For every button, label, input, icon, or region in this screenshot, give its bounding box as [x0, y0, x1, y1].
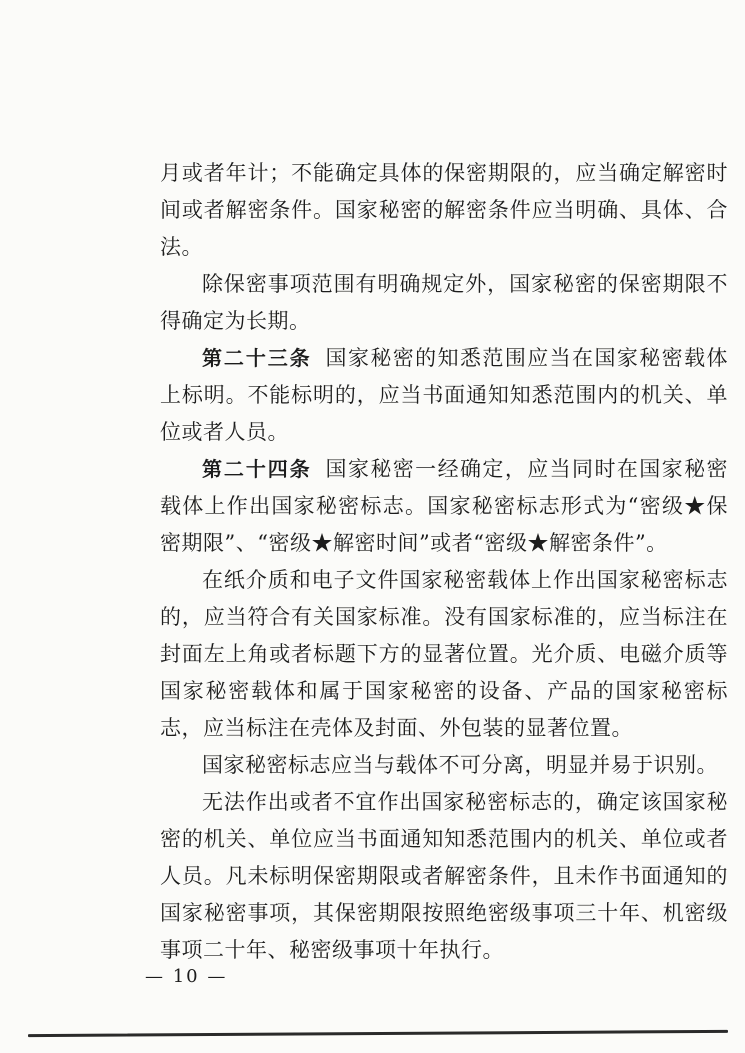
text-line: 密期限”、“密级★解密时间”或者“密级★解密条件”。: [160, 531, 668, 555]
text-line: 的，应当符合有关国家标准。没有国家标准的，应当标注在: [160, 605, 728, 629]
text-line: 载体上作出国家秘密标志。国家秘密标志形式为“密级★保: [160, 494, 728, 518]
text-line: 间或者解密条件。国家秘密的解密条件应当明确、具体、合: [160, 198, 728, 222]
text-line: 志，应当标注在壳体及封面、外包装的显著位置。: [160, 716, 633, 740]
text-line: 国家秘密载体和属于国家秘密的设备、产品的国家秘密标: [160, 679, 728, 703]
article-24-label: 第二十四条: [202, 457, 312, 481]
article-24-first-line: [160, 451, 728, 488]
text-line: 事项二十年、秘密级事项十年执行。: [160, 938, 504, 962]
text-line: 位或者人员。: [160, 420, 289, 444]
text-line: 国家秘密事项，其保密期限按照绝密级事项三十年、机密级: [160, 901, 728, 925]
text-line: 国家秘密一经确定，应当同时在国家秘密: [325, 457, 728, 481]
text-line: 在纸介质和电子文件国家秘密载体上作出国家秘密标志: [202, 568, 728, 592]
bottom-rule: [28, 1030, 728, 1037]
text-line: 封面左上角或者标题下方的显著位置。光介质、电磁介质等: [160, 642, 728, 666]
article-23-first-line: [160, 340, 728, 377]
text-line: 法。: [160, 235, 203, 259]
text-line: 月或者年计；不能确定具体的保密期限的，应当确定解密时: [160, 161, 728, 185]
text-line: 国家秘密的知悉范围应当在国家秘密载体: [325, 346, 728, 370]
text-line: 国家秘密标志应当与载体不可分离，明显并易于识别。: [202, 753, 718, 777]
text-line: 除保密事项范围有明确规定外，国家秘密的保密期限不: [202, 272, 728, 296]
text-line: 得确定为长期。: [160, 309, 311, 333]
page-number: — 10 —: [145, 966, 228, 987]
text-line: 密的机关、单位应当书面通知知悉范围内的机关、单位或者: [160, 827, 728, 851]
text-line: 上标明。不能标明的，应当书面通知知悉范围内的机关、单: [160, 383, 728, 407]
body-text: [160, 155, 728, 969]
text-line: 人员。凡未标明保密期限或者解密条件，且未作书面通知的: [160, 864, 728, 888]
article-23-label: 第二十三条: [202, 346, 312, 370]
text-line: 无法作出或者不宜作出国家秘密标志的，确定该国家秘: [202, 790, 728, 814]
